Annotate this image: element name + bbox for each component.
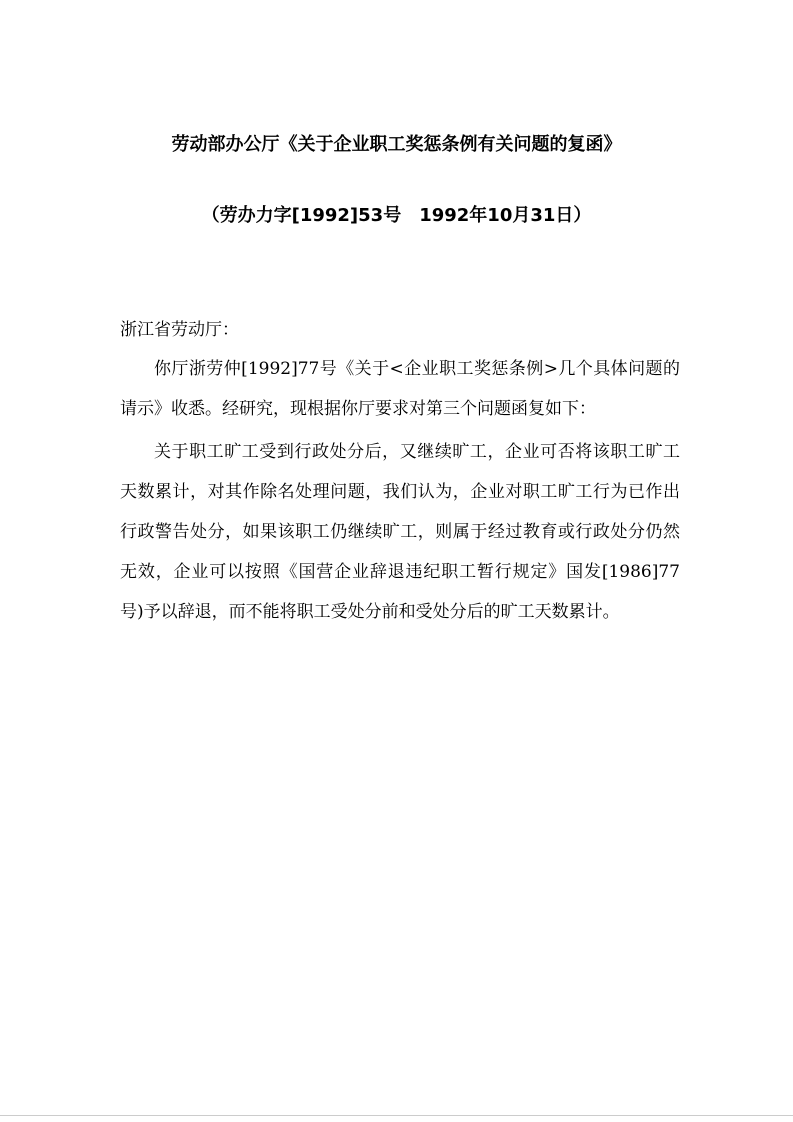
- salutation: 浙江省劳动厅：: [120, 320, 239, 340]
- document-title: 劳动部办公厅《关于企业职工奖惩条例有关问题的复函》: [171, 134, 622, 155]
- body-paragraph-2: 关于职工旷工受到行政处分后，又继续旷工，企业可否将该职工旷工天数累计，对其作除名处理问题，我们认为，企业对职工旷工行为已作出行政警告处分，如果该职工仍继续旷工，则属于经过教育或行政处分仍然无效，企业可以按照《国营企业辞退违纪职工暂行规定》国发[1986]77号)予以辞退，而不能将职工受处分前和受处分后的旷工天数累计。: [120, 442, 680, 622]
- body-paragraph-1: 你厅浙劳仲[1992]77号《关于<企业职工奖惩条例>几个具体问题的请示》收悉。经研究，现根据你厅要求对第三个问题函复如下：: [120, 359, 680, 419]
- document-subtitle: （劳办力字[1992]53号 1992年10月31日）: [201, 205, 592, 226]
- page-bottom-divider: [0, 1115, 793, 1116]
